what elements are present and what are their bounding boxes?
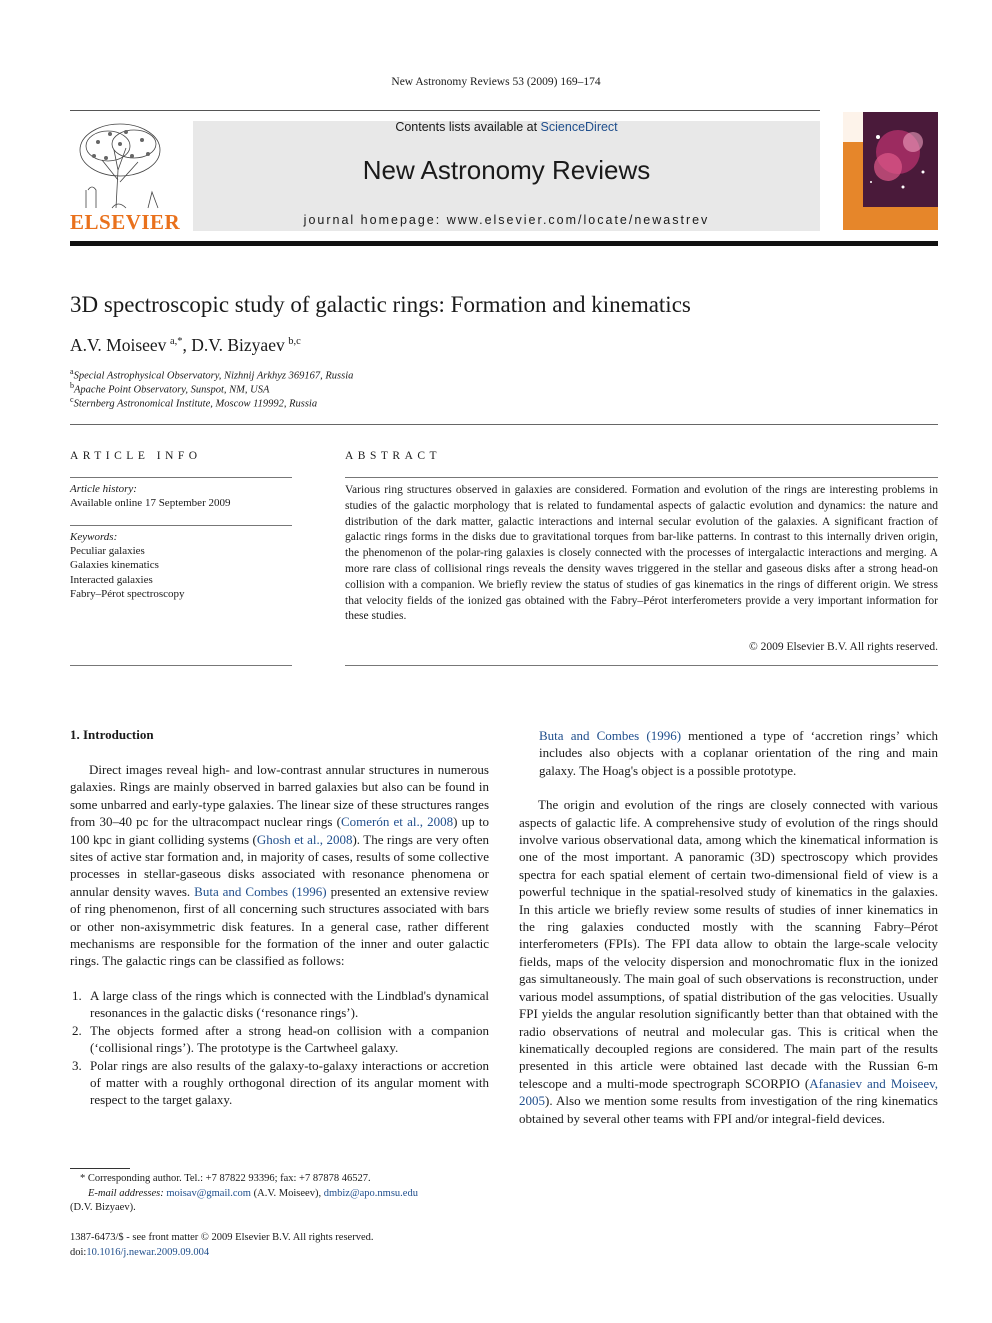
keyword: Interacted galaxies [70, 574, 153, 586]
citation-link[interactable]: Buta and Combes (1996) [539, 728, 682, 743]
affiliation [70, 367, 353, 382]
ring-classification-list [70, 987, 489, 1109]
paragraph [70, 761, 489, 970]
list-number: 1. [72, 987, 82, 1003]
affiliation-mark: a [70, 367, 74, 376]
affiliation-mark: b [70, 381, 74, 390]
author-name: A.V. Moiseev [70, 335, 167, 355]
affiliation-mark: c [70, 395, 74, 404]
abstract-divider [345, 665, 938, 666]
title-divider [70, 424, 938, 425]
footnote [70, 1172, 489, 1216]
journal-name: New Astronomy Reviews [362, 155, 651, 185]
list-item [70, 987, 489, 1022]
email-link[interactable]: dmbiz@apo.nmsu.edu [323, 1187, 418, 1199]
footnote-mark: * [80, 1173, 86, 1184]
homepage-prefix: journal homepage: [303, 213, 447, 227]
paragraph [519, 796, 938, 1127]
keywords-label: Keywords: [70, 531, 118, 543]
journal-cover-image [843, 112, 938, 230]
doi-link[interactable]: 10.1016/j.newar.2009.09.004 [86, 1246, 210, 1258]
contents-line [193, 120, 820, 134]
abstract-text: Various ring structures observed in galaxies are considered. Formation and evolution of the rings are interesting problems in studies of the galactic morphology that is related to fundamental aspects of galactic evolution and dynamics: the nature and distribution of the dark matter, galactic interactions and internal secular evolution of the galaxies. A significant fraction of galactic rings forms in the disks due to gravitational torques from bar-like patterns. In contrast to this internally driven origin, the phenomenon of the polar-ring galaxies is closely connected with the processes of intergalactic interactions and merging. A more rare class of collisional rings reveals the density waves triggered in the stellar and gaseous disks after a strong head-on collision with a companion. We briefly review the status of studies of gas kinematics in the rings of different origin. We stress that velocity fields of the ionized gas obtained with the Fabry–Pérot interferometers provide a very important information for these studies. [345, 484, 938, 623]
corresponding-author-note [70, 1172, 489, 1187]
doi-label: doi: [70, 1246, 87, 1258]
header-thick-divider [70, 241, 938, 246]
text-run: presented an extensive review of ring phenomenon, first of all concerning such structures associated with bars or other non-axisymmetric disk features. In a general case, rather different mechanisms are responsible for the formation of the inner and outer galactic rings. The galactic rings can be classified as follows: [70, 883, 489, 969]
email-owner: (D.V. Bizyaev). [70, 1202, 136, 1213]
front-matter [70, 1231, 373, 1260]
keyword: Fabry–Pérot spectroscopy [70, 588, 185, 600]
corresponding-author-text: Corresponding author. Tel.: +7 87822 93396; fax: +7 87878 46527. [87, 1173, 371, 1184]
list-number: 2. [72, 1022, 82, 1038]
list-item [70, 1057, 489, 1109]
contents-prefix: Contents lists available at [395, 120, 541, 134]
citation-link[interactable]: Buta and Combes (1996) [194, 883, 327, 899]
list-item-text: Polar rings are also results of the galaxy-to-galaxy interactions or accretion of matter with a roughly orthogonal direction of its angular moment with respect to the target galaxy. [90, 1057, 489, 1108]
affiliation [70, 395, 317, 410]
affiliation-text: Apache Point Observatory, Sunspot, NM, USA [74, 384, 270, 396]
affiliation [70, 381, 269, 396]
journal-citation: New Astronomy Reviews 53 (2009) 169–174 [391, 76, 601, 88]
text-run: The origin and evolution of the rings are closely connected with various aspects of galactic life. A comprehensive study of evolution of the rings should involve various observational data, among which the kinematical information is one of the most important. A panoramic (3D) spectroscopy which provides spectra for each spatial element of certain two-dimensional field of view is a powerful technique in the spatial-resolved study of kinematics in the galaxies. In this article we briefly review some results of studies of inner kinematics in the ring galaxies conducted mostly with the scanning Fabry–Pérot interferometers (FPIs). The FPI data allow to obtain the large-scale velocity fields, maps of the velocity dispersion and monochromatic flux in the ionized gas simultaneously. The main goal of such observations is reconstruction, under various model assumptions, of spatial distribution of the gas velocities. Usually FPI yields the angular resolution significantly better than that obtained with the radio observations of neutral and molecular gas. This is critical when the kinematically decoupled regions are considered. The main part of the results presented in this article were obtained last decade with the Russian 6-m telescope and a multi-mode spectrograph SCORPIO ( [519, 797, 938, 1091]
affiliation-text: Sternberg Astronomical Institute, Moscow 119992, Russia [73, 398, 318, 410]
email-owner: (A.V. Moiseev), [250, 1187, 324, 1199]
citation-link[interactable]: Ghosh et al., 2008 [256, 831, 353, 847]
info-divider [70, 477, 292, 478]
text-run: ) up to 100 kpc in giant colliding systems ( [70, 814, 489, 847]
list-item [70, 1022, 489, 1057]
journal-homepage [193, 213, 820, 227]
header-divider [70, 110, 820, 111]
list-number: 3. [72, 1057, 82, 1073]
author-affiliation-mark: a,* [169, 336, 183, 348]
keyword: Galaxies kinematics [70, 559, 159, 571]
text-run: ). Also we mention some results from investigation of the ring kinematics obtained by several other teams with FPI and/or integral-field devices. [519, 1093, 938, 1126]
doi-line [70, 1246, 373, 1261]
affiliation-text: Special Astrophysical Observatory, Nizhnij Arkhyz 369167, Russia [73, 370, 354, 382]
email-link[interactable]: moisav@gmail.com [166, 1187, 251, 1199]
citation-link[interactable]: Comerón et al., 2008 [340, 814, 454, 830]
author-list: A.V. Moiseev $^{a,*}$, D.V. Bizyaev $^{b,c}$ [70, 335, 301, 355]
elsevier-wordmark: ELSEVIER [70, 210, 181, 234]
issn-line: 1387-6473/$ - see front matter © 2009 Elsevier B.V. All rights reserved. [70, 1232, 374, 1243]
sciencedirect-link[interactable]: ScienceDirect [540, 120, 618, 134]
abstract-copyright: © 2009 Elsevier B.V. All rights reserved. [749, 641, 938, 653]
author-name: D.V. Bizyaev [191, 335, 285, 355]
text-run: Direct images reveal high- and low-contrast annular structures in numerous galaxies. Rings are mainly observed in barred galaxies but also can be found in some unbarred and early-type galaxies. The linear size of these structures ranges from 30–40 pc for the ultracompact nuclear rings ( [70, 762, 489, 830]
section-heading: 1. Introduction [70, 727, 154, 742]
footnote-divider [70, 1168, 130, 1169]
homepage-link[interactable]: www.elsevier.com/locate/newastrev [446, 213, 710, 227]
citation-link[interactable]: Afanasiev and Moiseev, 2005 [519, 1075, 938, 1109]
history-value: Available online 17 September 2009 [70, 497, 231, 509]
keyword: Peculiar galaxies [70, 545, 145, 557]
info-divider [70, 525, 292, 526]
text-run: ). The rings are very often sites of active star formation and, in majority of cases, results of some collective processes in stellar-gaseous disks associated with resonance phenomena or annular density waves. [70, 831, 489, 899]
text-run: mentioned a type of ‘accretion rings’ which includes also objects with a coplanar orientation of the ring and main galaxy. The Hoag's object is a possible prototype. [539, 728, 939, 778]
body-column-left [70, 761, 489, 1109]
list-continuation [519, 727, 938, 779]
article-info-heading: ARTICLE INFO [70, 450, 202, 462]
abstract-heading: ABSTRACT [345, 450, 442, 462]
history-label: Article history: [70, 483, 137, 495]
list-item-text: The objects formed after a strong head-on collision with a companion (‘collisional rings’). The prototype is the Cartwheel galaxy. [90, 1022, 489, 1056]
info-divider [70, 665, 292, 666]
email-line [70, 1187, 489, 1202]
email-label: E-mail addresses: [88, 1187, 164, 1199]
body-column-right [519, 727, 938, 1127]
author-affiliation-mark: b,c [288, 336, 301, 348]
article-title: 3D spectroscopic study of galactic rings: Formation and kinematics [70, 292, 691, 317]
list-item-text: A large class of the rings which is connected with the Lindblad's dynamical resonances in the galactic disks (‘resonance rings’). [90, 987, 489, 1021]
abstract-divider [345, 477, 938, 478]
